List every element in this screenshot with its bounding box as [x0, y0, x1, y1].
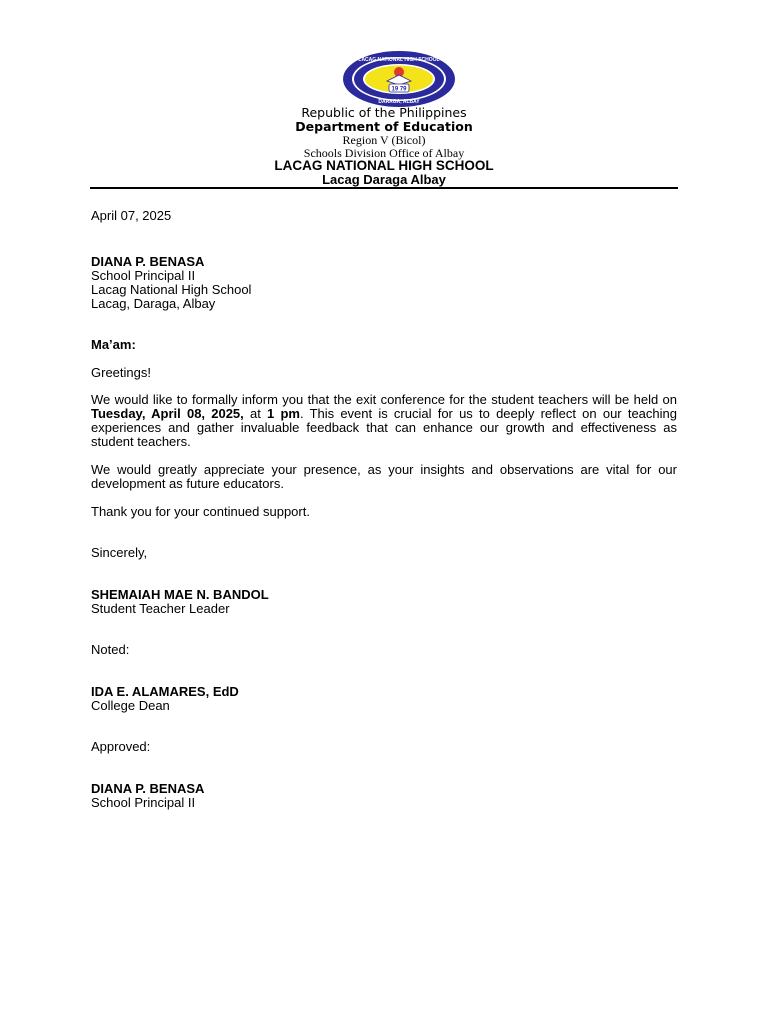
para1-part1: We would like to formally inform you that the exit conference for the student teachers will be held on — [91, 392, 677, 407]
noted-position: College Dean — [91, 698, 170, 713]
letterhead-department: Department of Education — [295, 119, 473, 134]
body-paragraph-2: We would greatly appreciate your presence, as your insights and observations are vital for our development as future educators. — [91, 462, 677, 491]
letter-date: April 07, 2025 — [91, 208, 172, 223]
letterhead-republic: Republic of the Philippines — [301, 105, 467, 120]
para1-part3: . This event is crucial for us to deeply reflect on our teaching experiences and gather invaluable feedback that can enhance our growth and effectiveness as student teachers. — [91, 406, 677, 449]
recipient-school: Lacag National High School — [91, 282, 252, 297]
para1-event-time: 1 pm — [267, 406, 300, 421]
body-paragraph-1 — [91, 393, 677, 449]
noted-name: IDA E. ALAMARES, EdD — [91, 684, 239, 699]
letterhead-division: Schools Division Office of Albay — [303, 146, 465, 160]
para1-event-date: Tuesday, April 08, 2025, — [91, 406, 244, 421]
sender-position: Student Teacher Leader — [91, 601, 230, 616]
recipient-address: Lacag, Daraga, Albay — [91, 296, 216, 311]
seal-top-text: LACAG NATIONAL HIGH SCHOOL — [358, 57, 440, 63]
letterhead-divider — [90, 187, 678, 189]
approved-name: DIANA P. BENASA — [91, 781, 205, 796]
body-paragraph-3: Thank you for your continued support. — [91, 504, 310, 519]
noted-label: Noted: — [91, 642, 130, 657]
seal-year: 19 79 — [391, 86, 407, 93]
sender-name: SHEMAIAH MAE N. BANDOL — [91, 587, 269, 602]
approved-label: Approved: — [91, 739, 151, 754]
letterhead-school-name: LACAG NATIONAL HIGH SCHOOL — [274, 158, 494, 173]
approved-position: School Principal II — [91, 795, 196, 810]
school-seal-logo — [342, 50, 456, 108]
seal-bottom-text: DARAGA, ALBAY — [378, 99, 420, 105]
letterhead-school-address: Lacag Daraga Albay — [322, 172, 446, 187]
recipient-name: DIANA P. BENASA — [91, 254, 205, 269]
letterhead-region: Region V (Bicol) — [342, 133, 426, 147]
para1-part2: at — [243, 406, 268, 421]
closing: Sincerely, — [91, 545, 148, 560]
recipient-position: School Principal II — [91, 268, 196, 283]
salutation: Ma’am: — [91, 337, 136, 352]
greeting: Greetings! — [91, 365, 151, 380]
